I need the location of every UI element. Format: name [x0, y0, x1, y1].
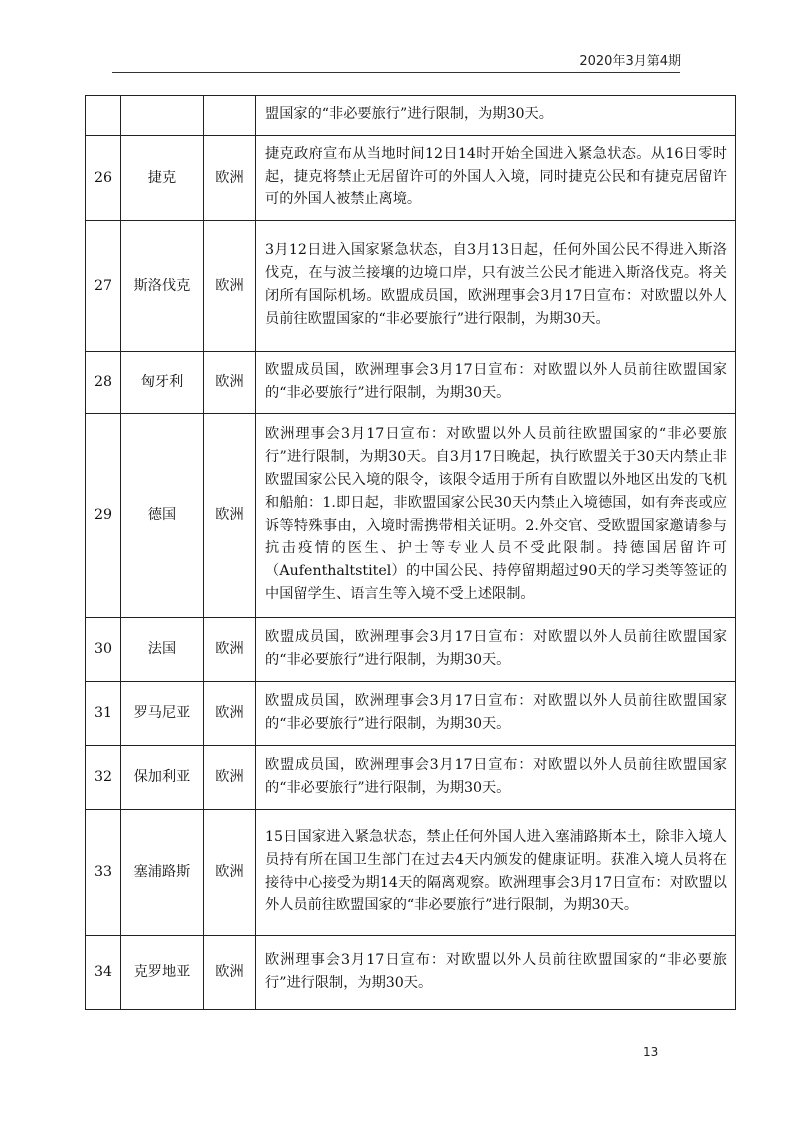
- row-number: 33: [86, 810, 121, 936]
- measure-description: 15日国家进入紧急状态，禁止任何外国人进入塞浦路斯本土，除非入境人员持有所在国卫生部门在过去4天内颁发的健康证明。获准入境人员将在接待中心接受为期14天的隔离观察。欧洲理事会3月17日宣布：对欧盟以外人员前往欧盟国家的“非必要旅行”进行限制，为期30天。: [256, 810, 736, 936]
- country-name: [121, 96, 204, 136]
- row-number: 28: [86, 352, 121, 414]
- region-name: 欧洲: [204, 936, 256, 1010]
- region-name: 欧洲: [204, 136, 256, 221]
- measure-description: 欧洲理事会3月17日宣布：对欧盟以外人员前往欧盟国家的“非必要旅行”进行限制，为期30天。: [256, 936, 736, 1010]
- table-row: [86, 414, 736, 618]
- measure-description: 欧盟成员国，欧洲理事会3月17日宣布：对欧盟以外人员前往欧盟国家的“非必要旅行”进行限制，为期30天。: [256, 746, 736, 810]
- table-row: [86, 936, 736, 1010]
- table-row: [86, 682, 736, 746]
- row-number: 34: [86, 936, 121, 1010]
- region-name: [204, 96, 256, 136]
- issue-label: 2020年3月第4期: [579, 54, 681, 69]
- region-name: 欧洲: [204, 352, 256, 414]
- table-row: [86, 136, 736, 221]
- table-row: [86, 746, 736, 810]
- country-name: 法国: [121, 618, 204, 682]
- region-name: 欧洲: [204, 618, 256, 682]
- country-name: 斯洛伐克: [121, 221, 204, 352]
- measure-description: 捷克政府宣布从当地时间12日14时开始全国进入紧急状态。从16日零时起，捷克将禁止无居留许可的外国人入境，同时捷克公民和有捷克居留许可的外国人被禁止离境。: [256, 136, 736, 221]
- table-row: [86, 221, 736, 352]
- measure-description: 欧洲理事会3月17日宣布：对欧盟以外人员前往欧盟国家的“非必要旅行”进行限制，为期30天。自3月17日晚起，执行欧盟关于30天内禁止非欧盟国家公民入境的限令，该限令适用于所有自欧盟以外地区出发的飞机和船舶：1.即日起，非欧盟国家公民30天内禁止入境德国，如有奔丧或应诉等特殊事由，入境时需携带相关证明。2.外交官、受欧盟国家邀请参与抗击疫情的医生、护士等专业人员不受此限制。持德国居留许可（Aufenthaltstitel）的中国公民、持停留期超过90天的学习类等签证的中国留学生、语言生等入境不受上述限制。: [256, 414, 736, 618]
- measure-description: 欧盟成员国，欧洲理事会3月17日宣布：对欧盟以外人员前往欧盟国家的“非必要旅行”进行限制，为期30天。: [256, 618, 736, 682]
- row-number: 26: [86, 136, 121, 221]
- table-row: [86, 618, 736, 682]
- table-row: [86, 352, 736, 414]
- row-number: 29: [86, 414, 121, 618]
- country-name: 罗马尼亚: [121, 682, 204, 746]
- measure-description: 3月12日进入国家紧急状态，自3月13日起，任何外国公民不得进入斯洛伐克，在与波兰接壤的边境口岸，只有波兰公民才能进入斯洛伐克。将关闭所有国际机场。欧盟成员国，欧洲理事会3月17日宣布：对欧盟以外人员前往欧盟国家的“非必要旅行”进行限制，为期30天。: [256, 221, 736, 352]
- page-number: 13: [643, 1045, 659, 1059]
- measure-description: 盟国家的“非必要旅行”进行限制，为期30天。: [256, 96, 736, 136]
- country-name: 捷克: [121, 136, 204, 221]
- country-name: 保加利亚: [121, 746, 204, 810]
- region-name: 欧洲: [204, 746, 256, 810]
- country-name: 塞浦路斯: [121, 810, 204, 936]
- row-number: [86, 96, 121, 136]
- row-number: 31: [86, 682, 121, 746]
- country-name: 匈牙利: [121, 352, 204, 414]
- region-name: 欧洲: [204, 810, 256, 936]
- measure-description: 欧盟成员国，欧洲理事会3月17日宣布：对欧盟以外人员前往欧盟国家的“非必要旅行”进行限制，为期30天。: [256, 682, 736, 746]
- row-number: 27: [86, 221, 121, 352]
- header-divider: [112, 72, 680, 73]
- measure-description: 欧盟成员国，欧洲理事会3月17日宣布：对欧盟以外人员前往欧盟国家的“非必要旅行”进行限制，为期30天。: [256, 352, 736, 414]
- country-name: 克罗地亚: [121, 936, 204, 1010]
- table-row: [86, 96, 736, 136]
- table-row: [86, 810, 736, 936]
- region-name: 欧洲: [204, 682, 256, 746]
- region-name: 欧洲: [204, 414, 256, 618]
- row-number: 32: [86, 746, 121, 810]
- row-number: 30: [86, 618, 121, 682]
- country-restrictions-table: [85, 95, 736, 1010]
- region-name: 欧洲: [204, 221, 256, 352]
- country-name: 德国: [121, 414, 204, 618]
